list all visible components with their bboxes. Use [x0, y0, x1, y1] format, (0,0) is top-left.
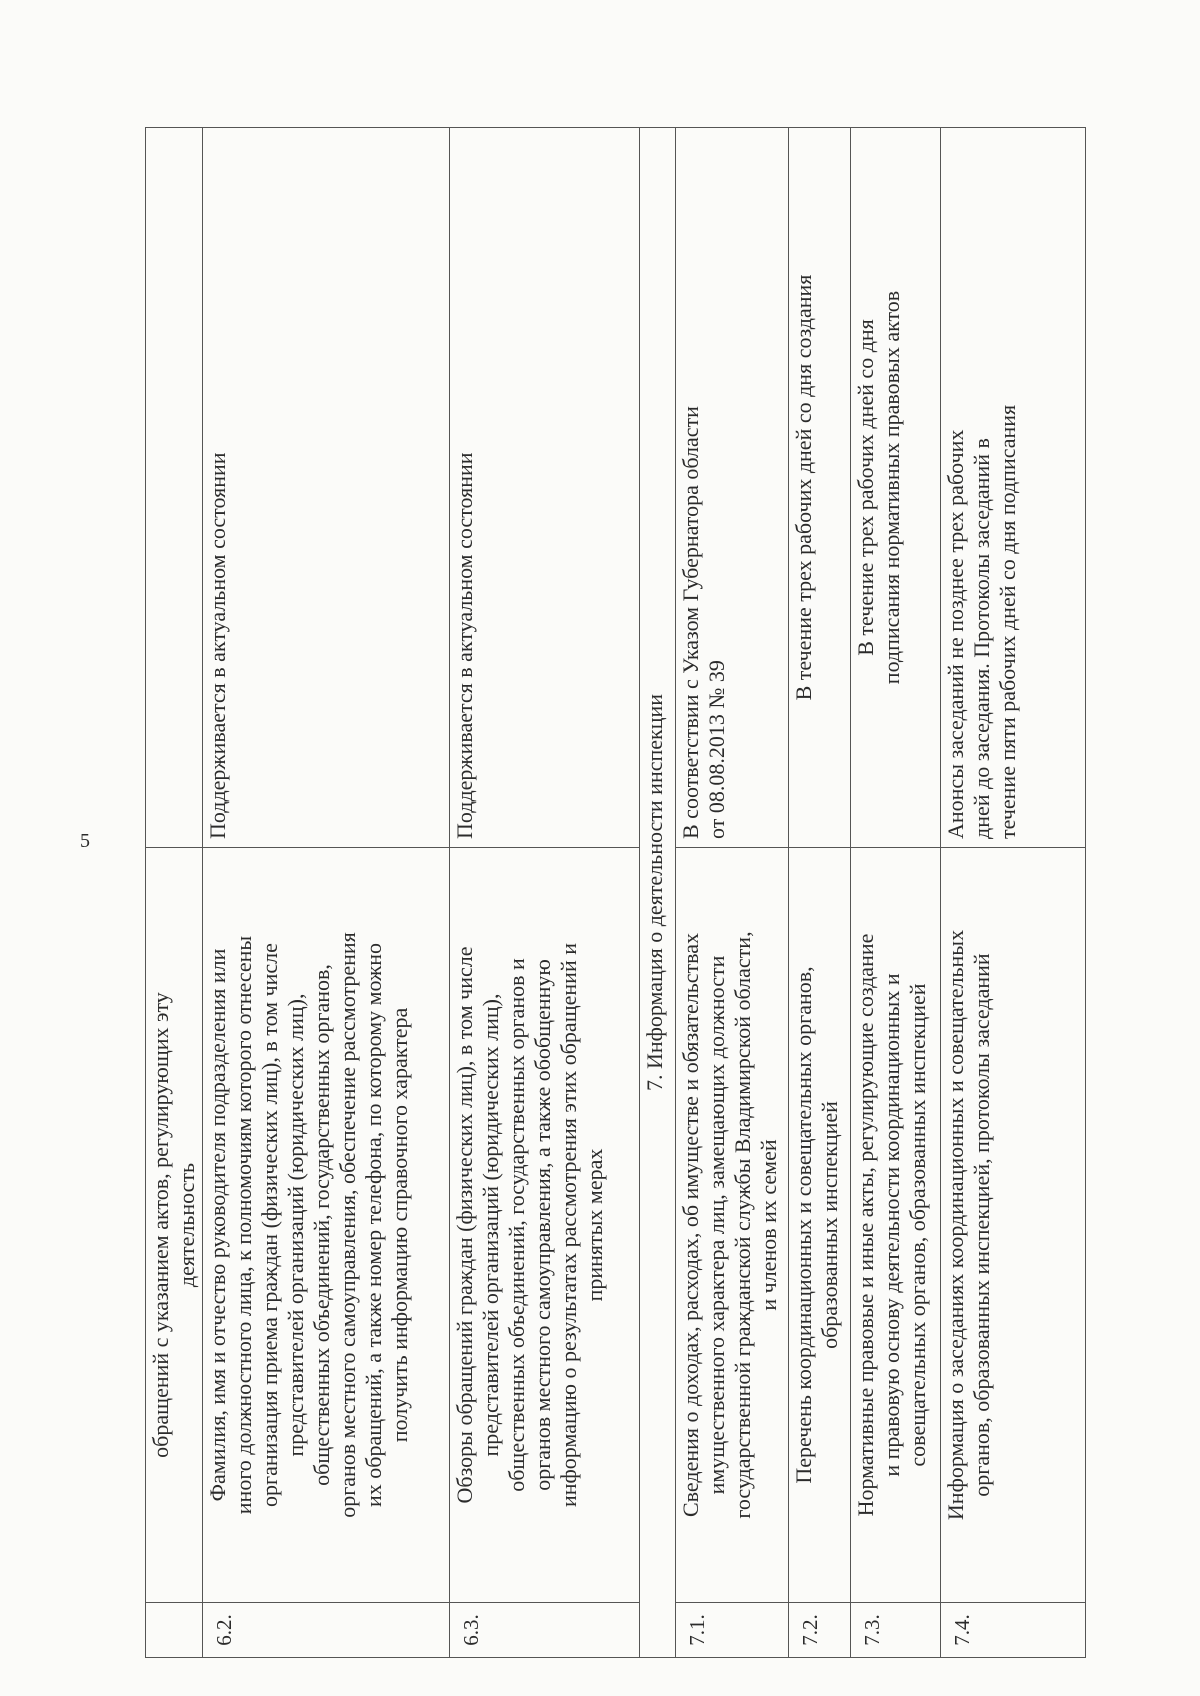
section-row [640, 128, 676, 1658]
description-line: Перечень координационных и совещательных органов, [791, 966, 816, 1484]
row-period [851, 128, 941, 848]
description-line: организация приема граждан (физических лиц), в том числе [257, 943, 282, 1507]
description-line: иного должностного лица, к полномочиям которого отнесены [231, 935, 256, 1515]
period-line: Поддерживается в актуальном состоянии [452, 452, 477, 839]
description-line: образованных инспекцией [817, 1101, 842, 1349]
description-line: и правовую основу деятельности координационных и [879, 973, 904, 1477]
period-line: дней до заседания. Протоколы заседаний в [969, 438, 994, 839]
description-line: информацию о результатах рассмотрения этих обращений и [556, 943, 581, 1508]
description-line: Сведения о доходах, расходах, об имуществе и обязательствах [678, 933, 703, 1517]
description-line: общественных объединений, государственных органов, [309, 964, 334, 1486]
description-line: органов местного самоуправления, а также обобщенную [530, 959, 555, 1491]
period-line: Анонсы заседаний не позднее трех рабочих [943, 429, 968, 839]
row-period [789, 128, 851, 848]
document-table [145, 127, 1086, 1658]
page-number: 5 [80, 830, 90, 852]
row-number [146, 1603, 203, 1658]
description-line: принятых мерах [582, 1148, 607, 1302]
row-description [450, 848, 640, 1603]
table-row [851, 128, 941, 1658]
period-line: от 08.08.2013 № 39 [704, 660, 729, 839]
description-line: и членов их семей [756, 1139, 781, 1311]
period-line: Поддерживается в актуальном состоянии [205, 452, 230, 839]
description-line: совещательных органов, образованных инспекцией [905, 983, 930, 1467]
description-line: Информация о заседаниях координационных и совещательных [943, 929, 968, 1521]
description-line: обращений с указанием актов, регулирующих эту [148, 992, 173, 1458]
table-row [676, 128, 789, 1658]
description-line: представителей организаций (юридических лиц), [478, 993, 503, 1457]
period-line: В течение трех рабочих дней со дня [853, 319, 878, 656]
row-number: 7.4. [941, 1603, 1086, 1658]
description-line: их обращений, а также номер телефона, по которому можно [361, 943, 386, 1507]
row-period [941, 128, 1086, 848]
description-line: органов местного самоуправления, обеспечение рассмотрения [335, 932, 360, 1518]
table-row [941, 128, 1086, 1658]
description-line: Фамилия, имя и отчество руководителя подразделения или [205, 948, 230, 1502]
period-line: В соответствии с Указом Губернатора области [678, 406, 703, 839]
row-period [450, 128, 640, 848]
row-number: 7.1. [676, 1603, 789, 1658]
description-line: имущественного характера лиц, замещающих должности [704, 955, 729, 1495]
section-heading: 7. Информация о деятельности инспекции [640, 128, 676, 1658]
period-line: течение пяти рабочих дней со дня подписания [995, 404, 1020, 839]
description-line: представителей организаций (юридических лиц), [283, 993, 308, 1457]
row-period [676, 128, 789, 848]
row-number: 7.2. [789, 1603, 851, 1658]
row-period [146, 128, 203, 848]
description-line: Нормативные правовые и иные акты, регулирующие создание [853, 933, 878, 1517]
description-line: деятельность [174, 1162, 199, 1288]
table-row [450, 128, 640, 1658]
rotated-table-container [145, 128, 1085, 1658]
period-line: подписания нормативных правовых актов [879, 290, 904, 685]
period-line: В течение трех рабочих дней со дня создания [791, 274, 816, 701]
description-line: государственной гражданской службы Владимирской области, [730, 931, 755, 1519]
row-description [789, 848, 851, 1603]
description-line: органов, образованных инспекцией, протоколы заседаний [969, 953, 994, 1497]
row-period [203, 128, 450, 848]
row-number: 7.3. [851, 1603, 941, 1658]
table-row [146, 128, 203, 1658]
row-description [851, 848, 941, 1603]
row-number: 6.3. [450, 1603, 640, 1658]
row-number: 6.2. [203, 1603, 450, 1658]
table-row [203, 128, 450, 1658]
row-description [941, 848, 1086, 1603]
row-description [676, 848, 789, 1603]
row-description [146, 848, 203, 1603]
description-line: общественных объединений, государственных органов и [504, 958, 529, 1492]
table-row [789, 128, 851, 1658]
description-line: получить информацию справочного характера [387, 1007, 412, 1443]
row-description [203, 848, 450, 1603]
description-line: Обзоры обращений граждан (физических лиц), в том числе [452, 946, 477, 1504]
